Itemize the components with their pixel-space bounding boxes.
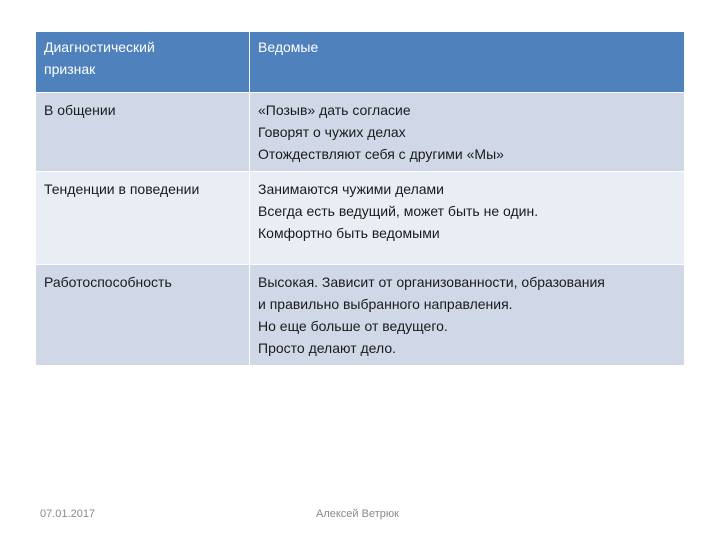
row-description: «Позыв» дать согласие Говорят о чужих делах Отождествляют себя с другими «Мы» xyxy=(250,93,684,172)
row-label: Работоспособность xyxy=(36,265,250,366)
row-label: Тенденции в поведении xyxy=(36,172,250,265)
footer-author: Алексей Ветрюк xyxy=(316,508,399,520)
table-row xyxy=(36,265,684,366)
row-label: В общении xyxy=(36,93,250,172)
footer-date: 07.01.2017 xyxy=(40,508,96,520)
table-row xyxy=(36,172,684,265)
header-diagnostic-sign: Диагностический признак xyxy=(36,32,250,93)
table-header-row xyxy=(36,32,684,93)
comparison-table xyxy=(36,32,684,366)
row-description: Высокая. Зависит от организованности, образования и правильно выбранного направления. Но еще больше от ведущего. Просто делают дело. xyxy=(250,265,684,366)
table-row xyxy=(36,93,684,172)
header-followers: Ведомые xyxy=(250,32,684,93)
row-description: Занимаются чужими делами Всегда есть ведущий, может быть не один. Комфортно быть ведомыми xyxy=(250,172,684,265)
